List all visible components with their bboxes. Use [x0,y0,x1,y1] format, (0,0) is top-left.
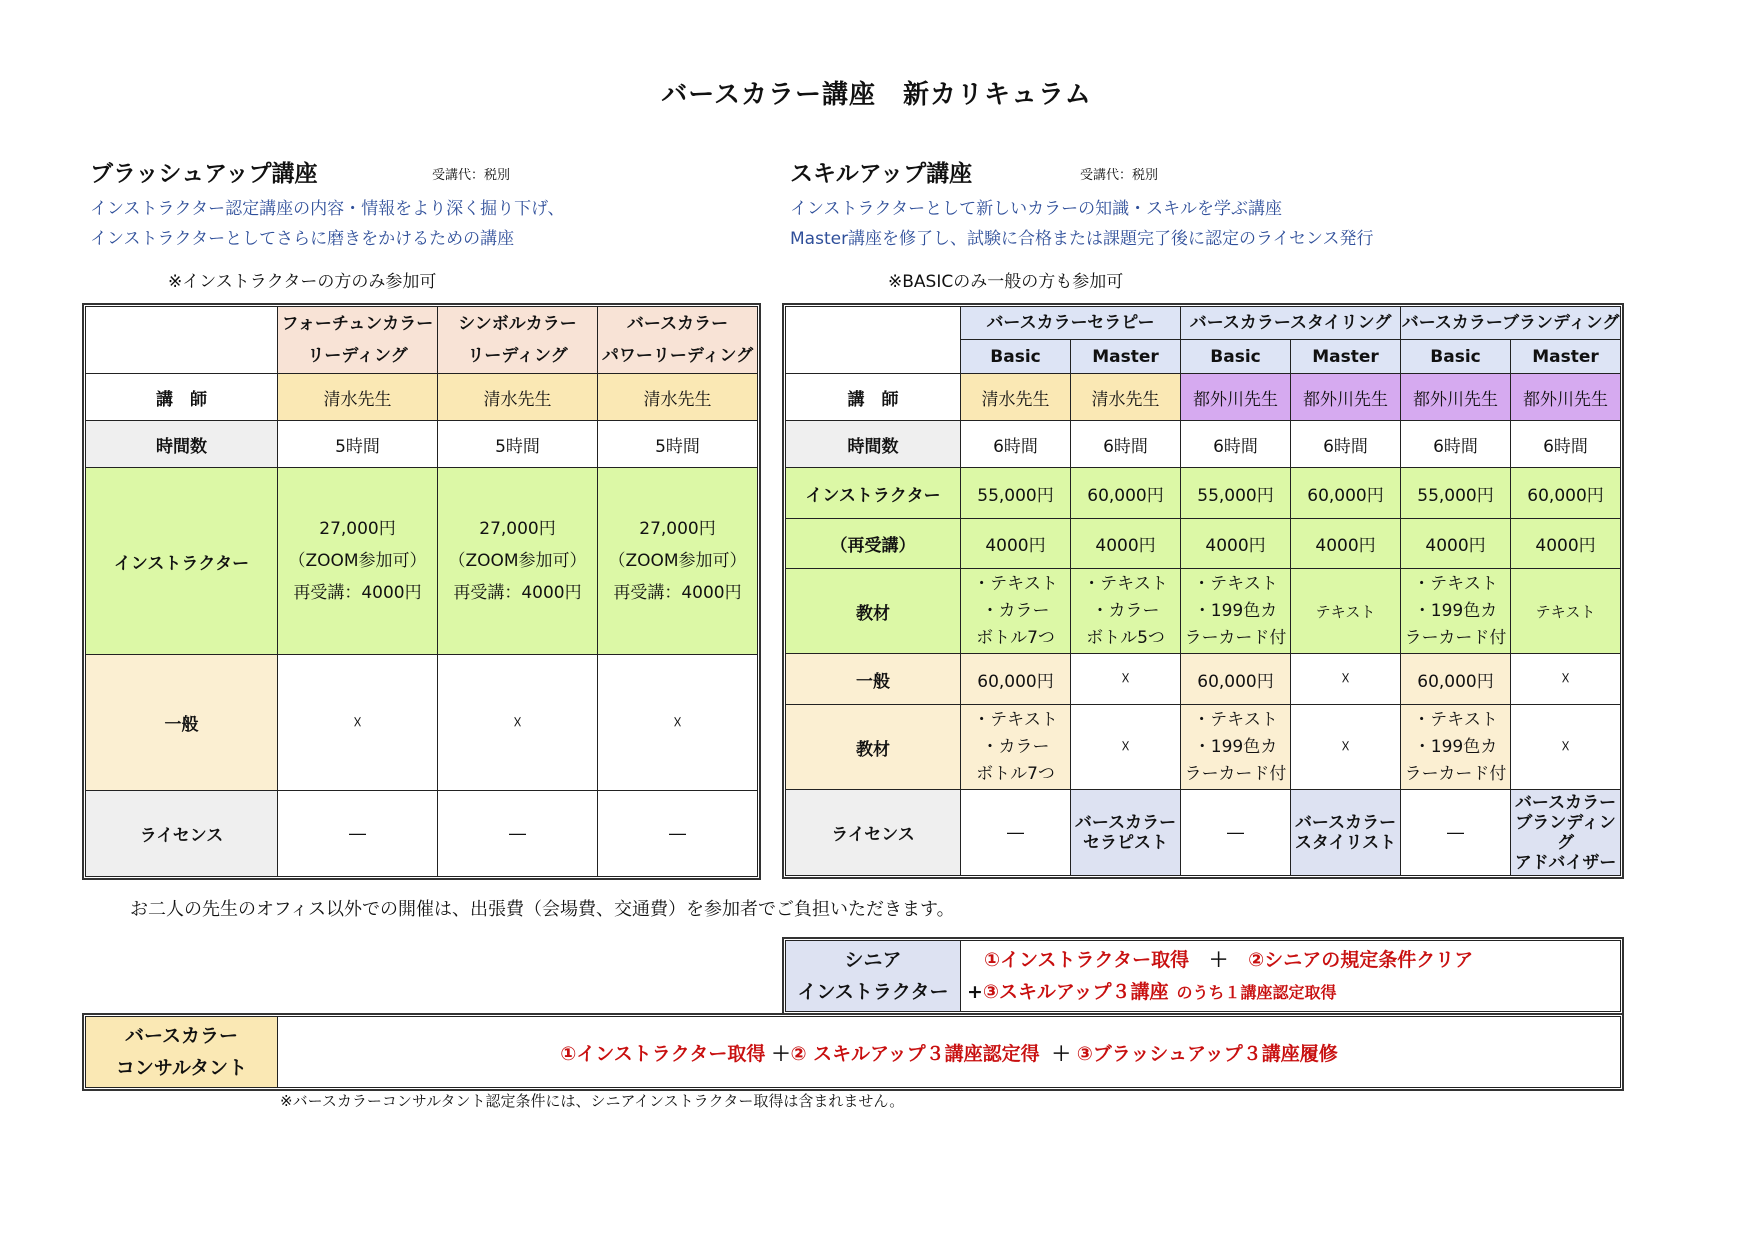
retake-cell: 4000円 [1291,519,1401,569]
teacher-row [786,374,1621,421]
teacher-cell: 都外川先生 [1181,374,1291,421]
consultant-row [86,1017,1621,1088]
instructor-price-row [86,468,758,655]
price-cell: 60,000円 [1291,468,1401,519]
teacher-cell: 清水先生 [598,374,758,421]
consultant-cond-1: ①インストラクター取得 [560,1042,766,1065]
hours-cell: 6時間 [1511,421,1621,468]
license-cell: ― [1401,790,1511,876]
license-row [86,791,758,877]
row-label: 教材 [786,705,961,790]
price-cell: 55,000円 [1181,468,1291,519]
group-header: バースカラースタイリング [1181,307,1401,340]
general-cell: ☓ [1511,654,1621,705]
license-cell: バースカラー ブランディング アドバイザー [1511,790,1621,876]
level-header: Basic [961,340,1071,374]
material-cell: ・テキスト ・カラー ボトル5つ [1071,569,1181,654]
row-label: 時間数 [86,421,278,468]
hours-cell: 6時間 [1071,421,1181,468]
row-label: 講 師 [86,374,278,421]
general-cell: ☓ [1071,654,1181,705]
hours-cell: 5時間 [278,421,438,468]
row-label: インストラクター [786,468,961,519]
row-label: 一般 [86,655,278,791]
general-cell: ☓ [598,655,758,791]
hours-cell: 6時間 [1291,421,1401,468]
hours-cell: 6時間 [1401,421,1511,468]
hours-row [786,421,1621,468]
group-header: バースカラーブランディング [1401,307,1621,340]
row-label: 講 師 [786,374,961,421]
brushup-desc-line: インストラクターとしてさらに磨きをかけるための講座 [90,229,515,249]
license-cell: ― [1181,790,1291,876]
material-cell: ☓ [1071,705,1181,790]
brushup-table [85,306,758,877]
price-cell: 27,000円 （ZOOM参加可） 再受講：4000円 [598,468,758,655]
license-cell: ― [278,791,438,877]
license-cell: バースカラー セラピスト [1071,790,1181,876]
retake-cell: 4000円 [961,519,1071,569]
corner-cell [786,307,961,374]
general-row [786,654,1621,705]
material-cell: ・テキスト ・199色カ ラーカード付 [1401,569,1511,654]
consultant-cond-2: ② スキルアップ３講座認定得 [790,1042,1040,1065]
senior-instructor-table [785,940,1621,1012]
price-cell: 55,000円 [1401,468,1511,519]
price-cell: 27,000円 （ZOOM参加可） 再受講：4000円 [278,468,438,655]
license-cell: バースカラー スタイリスト [1291,790,1401,876]
brushup-heading: ブラッシュアップ講座 [90,161,318,187]
level-header: Master [1071,340,1181,374]
consultant-label: バースカラー コンサルタント [86,1017,278,1088]
skillup-heading: スキルアップ講座 [790,161,973,187]
hours-cell: 5時間 [598,421,758,468]
general-cell: 60,000円 [1181,654,1291,705]
consultant-footnote: ※バースカラーコンサルタント認定条件には、シニアインストラクター取得は含まれません。 [280,1092,905,1110]
course-header: フォーチュンカラー リーディング [278,307,438,374]
general-row [86,655,758,791]
senior-cond-3: ③スキルアップ３講座 [982,980,1169,1003]
teacher-cell: 清水先生 [1071,374,1181,421]
license-cell: ― [961,790,1071,876]
course-header-row [86,307,758,374]
travel-cost-notice: お二人の先生のオフィス以外での開催は、出張費（会場費、交通費）を参加者でご負担いただきます。 [130,899,955,920]
material-row [786,569,1621,654]
hours-cell: 6時間 [961,421,1071,468]
level-header: Master [1291,340,1401,374]
group-header: バースカラーセラピー [961,307,1181,340]
skillup-availability: ※BASICのみ一般の方も参加可 [888,272,1124,292]
general-cell: ☓ [1291,654,1401,705]
retake-cell: 4000円 [1401,519,1511,569]
senior-cond-1: ①インストラクター取得 [984,948,1190,971]
teacher-cell: 清水先生 [278,374,438,421]
license-row [786,790,1621,876]
material-cell: ・テキスト ・199色カ ラーカード付 [1181,569,1291,654]
price-cell: 60,000円 [1071,468,1181,519]
teacher-cell: 都外川先生 [1291,374,1401,421]
teacher-cell: 清水先生 [438,374,598,421]
senior-label: シニア インストラクター [786,941,961,1012]
material-cell: テキスト [1291,569,1401,654]
price-cell: 60,000円 [1511,468,1621,519]
skillup-desc-line: インストラクターとして新しいカラーの知識・スキルを学ぶ講座 [790,199,1282,219]
hours-row [86,421,758,468]
skillup-desc-line: Master講座を修了し、試験に合格または課題完了後に認定のライセンス発行 [790,229,1374,249]
consultant-table [85,1016,1621,1088]
material-cell: ・テキスト ・199色カ ラーカード付 [1181,705,1291,790]
skillup-description [790,194,1374,254]
retake-cell: 4000円 [1071,519,1181,569]
row-label: （再受講） [786,519,961,569]
brushup-desc-line: インストラクター認定講座の内容・情報をより深く掘り下げ、 [90,199,565,219]
row-label: インストラクター [86,468,278,655]
senior-row [786,941,1621,1012]
material-cell: ・テキスト ・カラー ボトル7つ [961,569,1071,654]
license-cell: ― [598,791,758,877]
hours-cell: 5時間 [438,421,598,468]
corner-cell [86,307,278,374]
general-cell: ☓ [438,655,598,791]
license-cell: ― [438,791,598,877]
instructor-price-row [786,468,1621,519]
row-label: 一般 [786,654,961,705]
material-cell: ・テキスト ・199色カ ラーカード付 [1401,705,1511,790]
teacher-cell: 都外川先生 [1401,374,1511,421]
teacher-cell: 都外川先生 [1511,374,1621,421]
price-cell: 27,000円 （ZOOM参加可） 再受講：4000円 [438,468,598,655]
material-cell: ☓ [1511,705,1621,790]
level-header: Master [1511,340,1621,374]
general-cell: ☓ [278,655,438,791]
retake-cell: 4000円 [1511,519,1621,569]
skillup-fee-note: 受講代：税別 [1080,168,1159,183]
group-header-row [786,307,1621,340]
general-cell: 60,000円 [961,654,1071,705]
page-title: バースカラー講座 新カリキュラム [661,80,1092,110]
hours-cell: 6時間 [1181,421,1291,468]
teacher-cell: 清水先生 [961,374,1071,421]
row-label: ライセンス [86,791,278,877]
general-cell: 60,000円 [1401,654,1511,705]
course-header: シンボルカラー リーディング [438,307,598,374]
brushup-description [90,194,564,254]
consultant-cond-3: ③ブラッシュアップ３講座履修 [1076,1042,1338,1065]
consultant-conditions: ①インストラクター取得 ＋② スキルアップ３講座認定得 ＋ ③ブラッシュアップ３講座履修 [278,1017,1621,1088]
retake-row [786,519,1621,569]
level-header: Basic [1181,340,1291,374]
row-label: 時間数 [786,421,961,468]
skillup-table [785,306,1621,876]
course-header: バースカラー パワーリーディング [598,307,758,374]
teacher-row [86,374,758,421]
senior-cond-2: ②シニアの規定条件クリア [1248,948,1474,971]
level-header: Basic [1401,340,1511,374]
material-cell: テキスト [1511,569,1621,654]
brushup-availability: ※インストラクターの方のみ参加可 [168,272,437,292]
retake-cell: 4000円 [1181,519,1291,569]
material-cell: ☓ [1291,705,1401,790]
general-material-row [786,705,1621,790]
brushup-fee-note: 受講代：税別 [432,168,511,183]
material-cell: ・テキスト ・カラー ボトル7つ [961,705,1071,790]
senior-conditions: ①インストラクター取得 ＋ ②シニアの規定条件クリア +③スキルアップ３講座 のうち１講座認定取得 [961,941,1621,1012]
row-label: 教材 [786,569,961,654]
row-label: ライセンス [786,790,961,876]
price-cell: 55,000円 [961,468,1071,519]
